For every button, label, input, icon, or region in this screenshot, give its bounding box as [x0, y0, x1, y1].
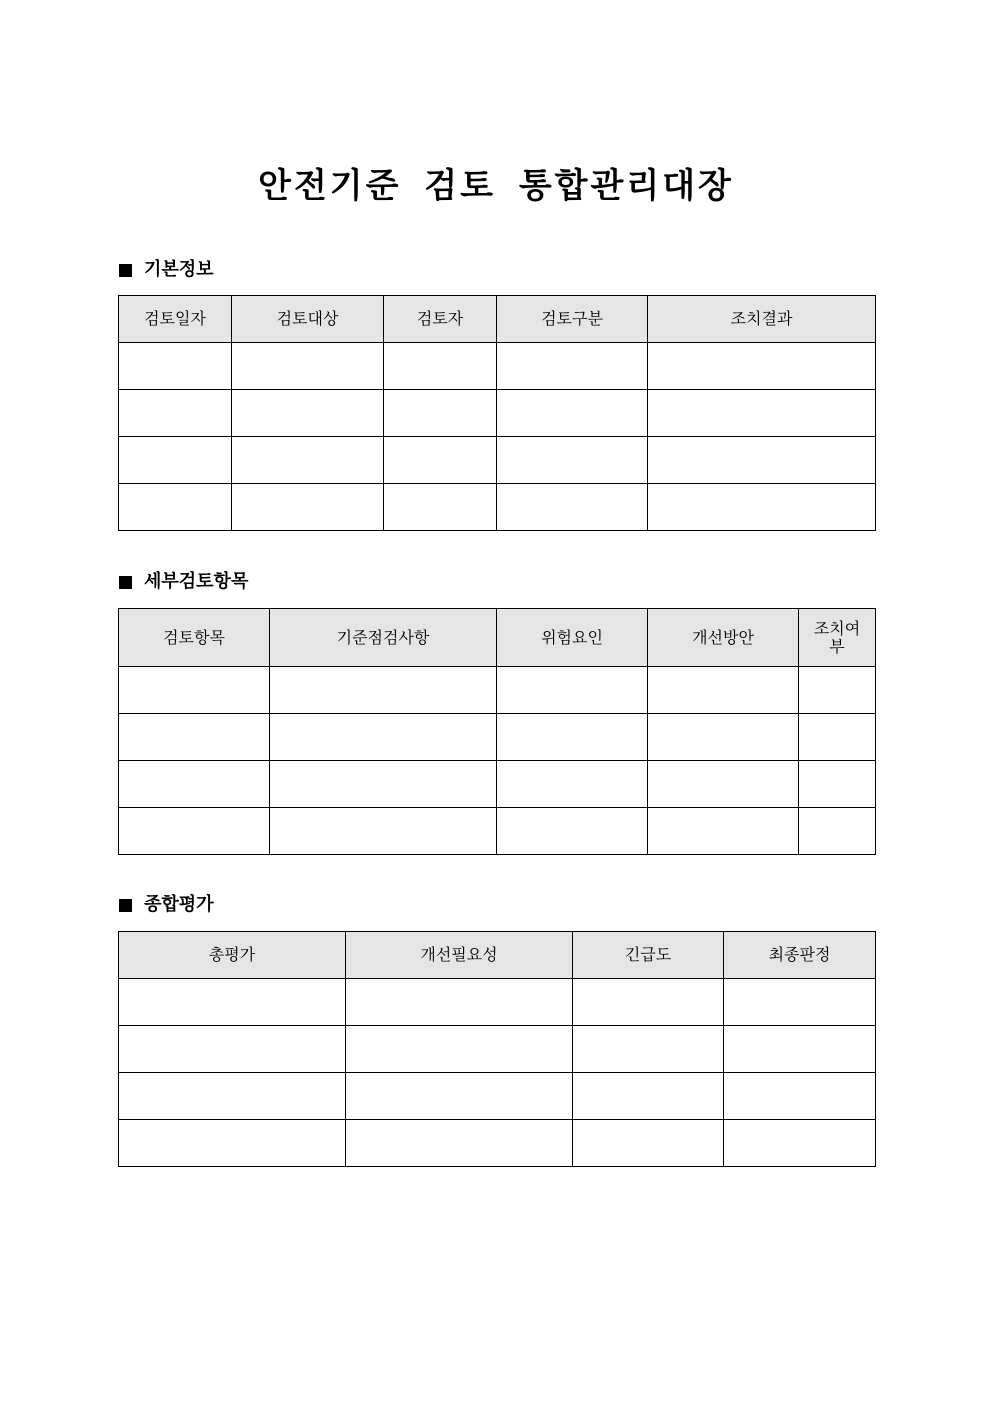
table-row: [119, 437, 876, 484]
table-row: [119, 979, 876, 1026]
section-heading-overall-evaluation: [119, 893, 214, 917]
column-header: 검토자: [384, 296, 497, 343]
table-cell[interactable]: [648, 667, 799, 714]
table-cell[interactable]: [119, 714, 270, 761]
table-cell[interactable]: [232, 437, 384, 484]
table-cell[interactable]: [119, 390, 232, 437]
table-cell[interactable]: [648, 808, 799, 855]
table-header-row: [119, 932, 876, 979]
table-cell[interactable]: [270, 667, 497, 714]
section-heading-label: 기본정보: [144, 259, 214, 280]
table-cell[interactable]: [232, 343, 384, 390]
table-row: [119, 808, 876, 855]
table-cell[interactable]: [648, 714, 799, 761]
table-cell[interactable]: [270, 714, 497, 761]
table-cell[interactable]: [119, 1120, 346, 1167]
table-row: [119, 484, 876, 531]
table-row: [119, 1026, 876, 1073]
section-heading-basic-info: [119, 258, 214, 282]
column-header: 위험요인: [497, 609, 648, 667]
table-cell[interactable]: [119, 343, 232, 390]
basic-info-table: [118, 295, 876, 531]
column-header: 최종판정: [724, 932, 876, 979]
table-cell[interactable]: [346, 1073, 573, 1120]
table-cell[interactable]: [384, 390, 497, 437]
table-cell[interactable]: [573, 1073, 724, 1120]
column-header: 검토일자: [119, 296, 232, 343]
table-cell[interactable]: [384, 437, 497, 484]
table-cell[interactable]: [346, 1120, 573, 1167]
table-cell[interactable]: [270, 808, 497, 855]
section-heading-label: 종합평가: [144, 894, 214, 915]
table-cell[interactable]: [724, 979, 876, 1026]
table-row: [119, 1073, 876, 1120]
table-cell[interactable]: [497, 484, 648, 531]
table-cell[interactable]: [573, 1026, 724, 1073]
table-cell[interactable]: [384, 343, 497, 390]
table-cell[interactable]: [724, 1026, 876, 1073]
table-row: [119, 714, 876, 761]
column-header: 개선필요성: [346, 932, 573, 979]
table-row: [119, 343, 876, 390]
detailed-review-table: [118, 608, 876, 855]
column-header: 개선방안: [648, 609, 799, 667]
column-header: 검토구분: [497, 296, 648, 343]
table-cell[interactable]: [384, 484, 497, 531]
table-cell[interactable]: [724, 1120, 876, 1167]
section-heading-label: 세부검토항목: [144, 571, 249, 592]
table-row: [119, 761, 876, 808]
table-cell[interactable]: [119, 808, 270, 855]
column-header: 검토대상: [232, 296, 384, 343]
table-header-row: [119, 296, 876, 343]
table-row: [119, 390, 876, 437]
table-cell[interactable]: [573, 979, 724, 1026]
table-header-row: [119, 609, 876, 667]
section-heading-detailed-review: [119, 570, 248, 594]
column-header: 기준점검사항: [270, 609, 497, 667]
table-cell[interactable]: [119, 484, 232, 531]
table-cell[interactable]: [119, 667, 270, 714]
column-header: 긴급도: [573, 932, 724, 979]
table-cell[interactable]: [799, 714, 876, 761]
table-cell[interactable]: [724, 1073, 876, 1120]
table-cell[interactable]: [648, 437, 876, 484]
table-cell[interactable]: [648, 761, 799, 808]
table-cell[interactable]: [648, 343, 876, 390]
table-cell[interactable]: [497, 343, 648, 390]
table-cell[interactable]: [648, 484, 876, 531]
table-cell[interactable]: [497, 390, 648, 437]
column-header: 조치여부: [799, 609, 876, 667]
column-header: 검토항목: [119, 609, 270, 667]
document-title: 안전기준 검토 통합관리대장: [258, 166, 734, 206]
table-cell[interactable]: [232, 390, 384, 437]
table-cell[interactable]: [573, 1120, 724, 1167]
table-cell[interactable]: [497, 808, 648, 855]
table-row: [119, 1120, 876, 1167]
table-cell[interactable]: [497, 714, 648, 761]
table-cell[interactable]: [799, 761, 876, 808]
table-cell[interactable]: [232, 484, 384, 531]
table-cell[interactable]: [497, 667, 648, 714]
table-cell[interactable]: [119, 1073, 346, 1120]
table-cell[interactable]: [346, 979, 573, 1026]
square-bullet-icon: [119, 899, 132, 912]
table-cell[interactable]: [119, 437, 232, 484]
table-cell[interactable]: [497, 761, 648, 808]
table-cell[interactable]: [799, 667, 876, 714]
square-bullet-icon: [119, 264, 132, 277]
table-cell[interactable]: [497, 437, 648, 484]
table-row: [119, 667, 876, 714]
table-cell[interactable]: [119, 979, 346, 1026]
column-header: 조치결과: [648, 296, 876, 343]
table-cell[interactable]: [346, 1026, 573, 1073]
table-cell[interactable]: [270, 761, 497, 808]
square-bullet-icon: [119, 576, 132, 589]
table-cell[interactable]: [648, 390, 876, 437]
column-header: 총평가: [119, 932, 346, 979]
table-cell[interactable]: [799, 808, 876, 855]
overall-evaluation-table: [118, 931, 876, 1167]
table-cell[interactable]: [119, 761, 270, 808]
table-cell[interactable]: [119, 1026, 346, 1073]
